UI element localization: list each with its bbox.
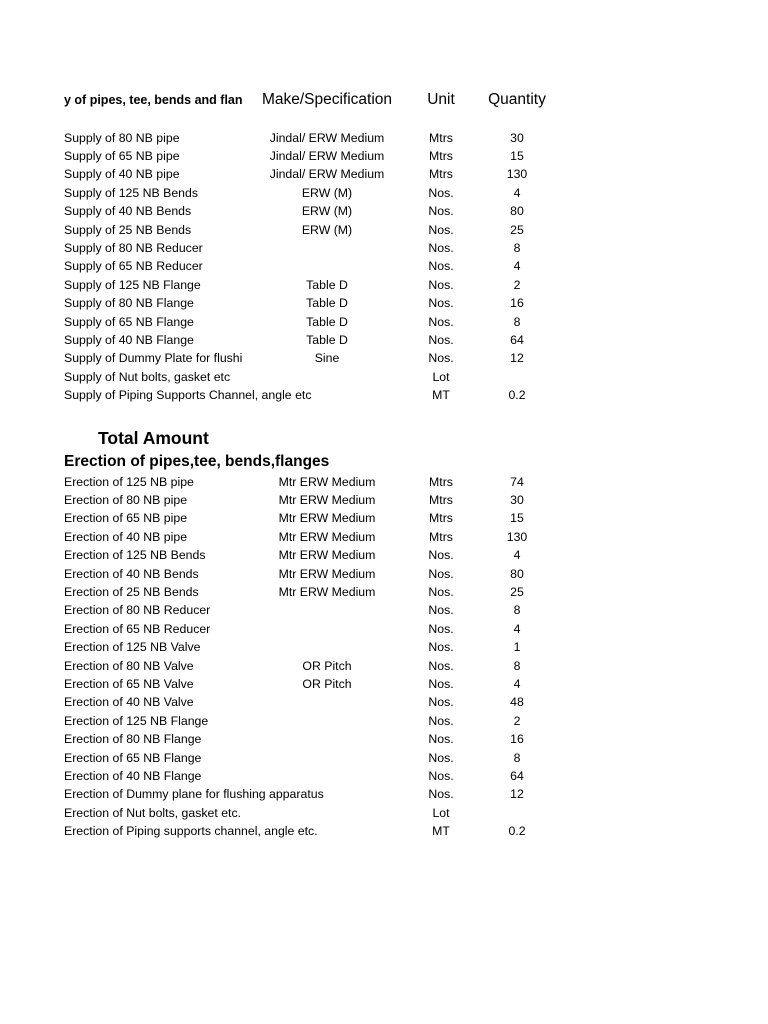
table-row bbox=[0, 331, 768, 349]
table-row bbox=[0, 129, 768, 147]
row-make: Mtr ERW Medium bbox=[278, 474, 376, 489]
row-description: Supply of 40 NB Bends bbox=[64, 204, 192, 219]
table-row bbox=[0, 565, 768, 583]
row-unit: Nos. bbox=[428, 296, 454, 311]
row-description: Erection of 80 NB pipe bbox=[64, 492, 188, 507]
table-row bbox=[0, 313, 768, 331]
row-quantity: 4 bbox=[513, 185, 521, 200]
row-description: Supply of 40 NB pipe bbox=[64, 167, 180, 182]
row-quantity: 8 bbox=[513, 240, 521, 255]
table-row bbox=[0, 749, 768, 767]
row-quantity: 4 bbox=[513, 259, 521, 274]
table-row bbox=[0, 473, 768, 491]
row-description: Erection of Piping supports channel, angle etc. bbox=[64, 824, 318, 839]
row-quantity: 0.2 bbox=[508, 824, 526, 839]
table-row bbox=[0, 730, 768, 748]
row-quantity: 8 bbox=[513, 603, 521, 618]
table-row bbox=[0, 712, 768, 730]
row-unit: Mtrs bbox=[429, 529, 453, 544]
row-quantity: 15 bbox=[510, 148, 524, 163]
row-quantity: 16 bbox=[510, 732, 524, 747]
table-row bbox=[0, 491, 768, 509]
header-make-specification: Make/Specification bbox=[261, 91, 393, 108]
row-description: Erection of Nut bolts, gasket etc. bbox=[64, 805, 242, 820]
row-unit: Nos. bbox=[428, 314, 454, 329]
row-make: Mtr ERW Medium bbox=[278, 511, 376, 526]
table-row bbox=[0, 368, 768, 386]
row-description: Erection of 125 NB Valve bbox=[64, 640, 201, 655]
row-unit: Nos. bbox=[428, 204, 454, 219]
row-quantity: 2 bbox=[513, 277, 521, 292]
row-unit: Nos. bbox=[428, 332, 454, 347]
row-quantity: 25 bbox=[510, 222, 524, 237]
row-description: Erection of 65 NB Reducer bbox=[64, 621, 211, 636]
row-quantity: 12 bbox=[510, 787, 524, 802]
row-description: Supply of 25 NB Bends bbox=[64, 222, 192, 237]
row-make: Mtr ERW Medium bbox=[278, 566, 376, 581]
row-description: Supply of Dummy Plate for flushi bbox=[64, 351, 243, 366]
row-unit: Nos. bbox=[428, 603, 454, 618]
table-row bbox=[0, 693, 768, 711]
row-quantity: 0.2 bbox=[508, 388, 526, 403]
row-unit: Mtrs bbox=[429, 130, 453, 145]
table-row bbox=[0, 638, 768, 656]
table-row bbox=[0, 767, 768, 785]
row-unit: Mtrs bbox=[429, 511, 453, 526]
row-unit: Nos. bbox=[428, 750, 454, 765]
row-unit: Nos. bbox=[428, 584, 454, 599]
row-unit: Nos. bbox=[428, 621, 454, 636]
row-make: Jindal/ ERW Medium bbox=[269, 167, 385, 182]
row-unit: Nos. bbox=[428, 351, 454, 366]
row-make: Mtr ERW Medium bbox=[278, 529, 376, 544]
table-row bbox=[0, 294, 768, 312]
row-description: Supply of 65 NB Reducer bbox=[64, 259, 203, 274]
row-make: ERW (M) bbox=[301, 185, 353, 200]
row-quantity: 25 bbox=[510, 584, 524, 599]
table-row bbox=[0, 276, 768, 294]
row-description: Erection of 125 NB pipe bbox=[64, 474, 194, 489]
table-row bbox=[0, 349, 768, 367]
table-row bbox=[0, 509, 768, 527]
row-description: Supply of 65 NB Flange bbox=[64, 314, 194, 329]
row-unit: Nos. bbox=[428, 658, 454, 673]
row-quantity: 4 bbox=[513, 548, 521, 563]
row-description: Erection of 25 NB Bends bbox=[64, 584, 199, 599]
row-unit: Nos. bbox=[428, 185, 454, 200]
row-quantity: 8 bbox=[513, 750, 521, 765]
row-description: Supply of 40 NB Flange bbox=[64, 332, 194, 347]
row-description: Erection of 40 NB pipe bbox=[64, 529, 188, 544]
row-quantity: 80 bbox=[510, 566, 524, 581]
table-row bbox=[0, 675, 768, 693]
table-row bbox=[0, 822, 768, 840]
row-unit: Nos. bbox=[428, 240, 454, 255]
row-make: ERW (M) bbox=[301, 222, 353, 237]
row-make: Mtr ERW Medium bbox=[278, 492, 376, 507]
row-description: Supply of Piping Supports Channel, angle etc bbox=[64, 388, 312, 403]
table-row bbox=[0, 202, 768, 220]
row-description: Supply of 80 NB Flange bbox=[64, 296, 194, 311]
row-make: Mtr ERW Medium bbox=[278, 548, 376, 563]
row-quantity: 64 bbox=[510, 332, 524, 347]
row-description: Supply of Nut bolts, gasket etc bbox=[64, 369, 231, 384]
row-description: Erection of 65 NB pipe bbox=[64, 511, 188, 526]
row-unit: Nos. bbox=[428, 768, 454, 783]
row-quantity: 130 bbox=[506, 167, 528, 182]
row-description: Supply of 65 NB pipe bbox=[64, 148, 180, 163]
row-unit: Lot bbox=[432, 369, 450, 384]
row-description: Supply of 80 NB Reducer bbox=[64, 240, 203, 255]
table-row bbox=[0, 583, 768, 601]
row-description: Erection of 80 NB Reducer bbox=[64, 603, 211, 618]
row-description: Erection of 65 NB Flange bbox=[64, 750, 202, 765]
row-quantity: 1 bbox=[513, 640, 521, 655]
row-unit: Nos. bbox=[428, 548, 454, 563]
row-unit: Nos. bbox=[428, 787, 454, 802]
table-row bbox=[0, 620, 768, 638]
row-quantity: 130 bbox=[506, 529, 528, 544]
table-row bbox=[0, 147, 768, 165]
row-description: Erection of 65 NB Valve bbox=[64, 676, 194, 691]
row-unit: Mtrs bbox=[429, 474, 453, 489]
row-unit: MT bbox=[432, 388, 450, 403]
row-make: Mtr ERW Medium bbox=[278, 584, 376, 599]
row-unit: Nos. bbox=[428, 222, 454, 237]
row-description: Erection of 80 NB Valve bbox=[64, 658, 194, 673]
total-amount-label: Total Amount bbox=[98, 428, 209, 448]
table-row bbox=[0, 386, 768, 404]
table-row bbox=[0, 601, 768, 619]
row-make: Table D bbox=[306, 314, 348, 329]
row-unit: Lot bbox=[432, 805, 450, 820]
erection-heading: Erection of pipes,tee, bends,flanges bbox=[64, 453, 330, 470]
row-description: Supply of 125 NB Flange bbox=[64, 277, 201, 292]
row-quantity: 80 bbox=[510, 204, 524, 219]
row-unit: Mtrs bbox=[429, 167, 453, 182]
row-quantity: 15 bbox=[510, 511, 524, 526]
row-quantity: 16 bbox=[510, 296, 524, 311]
row-unit: MT bbox=[432, 824, 450, 839]
table-row bbox=[0, 546, 768, 564]
header-unit: Unit bbox=[427, 91, 455, 108]
row-quantity: 8 bbox=[513, 658, 521, 673]
row-quantity: 64 bbox=[510, 768, 524, 783]
header-quantity: Quantity bbox=[488, 91, 546, 108]
header-description: y of pipes, tee, bends and flan bbox=[64, 93, 243, 107]
table-row bbox=[0, 257, 768, 275]
row-unit: Mtrs bbox=[429, 148, 453, 163]
row-quantity: 30 bbox=[510, 492, 524, 507]
row-quantity: 74 bbox=[510, 474, 524, 489]
row-make: Jindal/ ERW Medium bbox=[269, 148, 385, 163]
row-description: Erection of 40 NB Flange bbox=[64, 768, 202, 783]
row-description: Erection of 80 NB Flange bbox=[64, 732, 202, 747]
row-unit: Nos. bbox=[428, 277, 454, 292]
row-make: Table D bbox=[306, 296, 348, 311]
row-description: Supply of 80 NB pipe bbox=[64, 130, 180, 145]
row-quantity: 4 bbox=[513, 621, 521, 636]
table-row bbox=[0, 221, 768, 239]
table-row bbox=[0, 785, 768, 803]
row-quantity: 30 bbox=[510, 130, 524, 145]
row-quantity: 48 bbox=[510, 695, 524, 710]
row-make: Jindal/ ERW Medium bbox=[269, 130, 385, 145]
row-unit: Nos. bbox=[428, 713, 454, 728]
table-row bbox=[0, 528, 768, 546]
row-make: OR Pitch bbox=[302, 676, 352, 691]
row-description: Supply of 125 NB Bends bbox=[64, 185, 198, 200]
row-quantity: 2 bbox=[513, 713, 521, 728]
row-unit: Nos. bbox=[428, 259, 454, 274]
table-row bbox=[0, 657, 768, 675]
row-unit: Nos. bbox=[428, 640, 454, 655]
row-description: Erection of Dummy plane for flushing apparatus bbox=[64, 787, 324, 802]
row-unit: Nos. bbox=[428, 695, 454, 710]
row-unit: Nos. bbox=[428, 676, 454, 691]
row-unit: Nos. bbox=[428, 732, 454, 747]
row-quantity: 12 bbox=[510, 351, 524, 366]
table-row bbox=[0, 804, 768, 822]
row-make: OR Pitch bbox=[302, 658, 352, 673]
row-description: Erection of 40 NB Valve bbox=[64, 695, 194, 710]
table-row bbox=[0, 165, 768, 183]
row-unit: Nos. bbox=[428, 566, 454, 581]
row-make: Table D bbox=[306, 332, 348, 347]
row-make: ERW (M) bbox=[301, 204, 353, 219]
row-make: Table D bbox=[306, 277, 348, 292]
table-row bbox=[0, 184, 768, 202]
row-quantity: 4 bbox=[513, 676, 521, 691]
row-make: Sine bbox=[314, 351, 340, 366]
table-row bbox=[0, 239, 768, 257]
row-description: Erection of 125 NB Flange bbox=[64, 713, 209, 728]
row-description: Erection of 125 NB Bends bbox=[64, 548, 206, 563]
row-unit: Mtrs bbox=[429, 492, 453, 507]
row-quantity: 8 bbox=[513, 314, 521, 329]
row-description: Erection of 40 NB Bends bbox=[64, 566, 199, 581]
